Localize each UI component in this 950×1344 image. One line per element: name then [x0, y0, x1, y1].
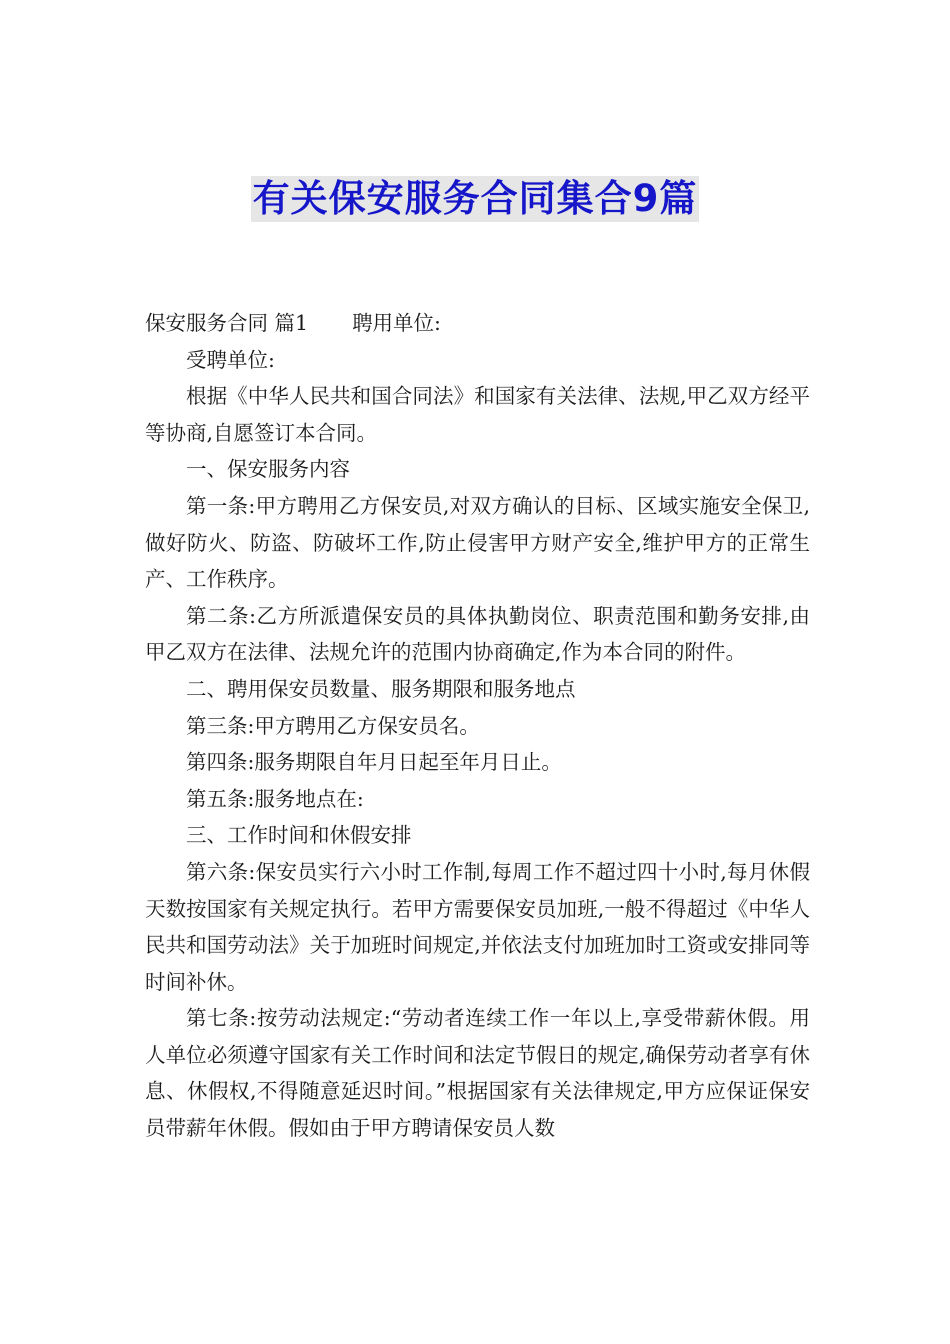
employer-label: 聘用单位: — [352, 311, 441, 335]
paragraph: 第六条:保安员实行六小时工作制,每周工作不超过四十小时,每月休假天数按国家有关规定执行。若甲方需要保安员加班,一般不得超过《中华人民共和国劳动法》关于加班时间规定,并依法支付加班加时工资或安排同等时间补休。 — [145, 859, 810, 994]
paragraph: 根据《中华人民共和国合同法》和国家有关法律、法规,甲乙双方经平等协商,自愿签订本合同。 — [145, 384, 810, 445]
section-heading: 一、保安服务内容 — [186, 457, 350, 482]
heading-line — [145, 305, 810, 342]
section-heading: 三、工作时间和休假安排 — [186, 823, 412, 848]
paragraph: 第二条:乙方所派遣保安员的具体执勤岗位、职责范围和勤务安排,由甲乙双方在法律、法规允许的范围内协商确定,作为本合同的附件。 — [145, 603, 810, 665]
title-container — [0, 176, 950, 222]
paragraph: 第三条:甲方聘用乙方保安员名。 — [186, 713, 480, 738]
section-heading: 二、聘用保安员数量、服务期限和服务地点 — [186, 676, 576, 701]
paragraph: 受聘单位: — [186, 347, 275, 372]
document-body — [145, 305, 810, 1147]
paragraph: 第四条:服务期限自年月日起至年月日止。 — [186, 750, 562, 775]
paragraph: 第一条:甲方聘用乙方保安员,对双方确认的目标、区域实施安全保卫,做好防火、防盗、防破坏工作,防止侵害甲方财产安全,维护甲方的正常生产、工作秩序。 — [145, 493, 810, 592]
section-heading-label: 保安服务合同 篇1 — [145, 311, 309, 335]
document-title: 有关保安服务合同集合9篇 — [252, 177, 698, 220]
paragraph: 第五条:服务地点在: — [186, 786, 364, 811]
paragraph: 第七条:按劳动法规定:“劳动者连续工作一年以上,享受带薪休假。用人单位必须遵守国家有关工作时间和法定节假日的规定,确保劳动者享有休息、休假权,不得随意延迟时间。”根据国家有关法律规定,甲方应保证保安员带薪年休假。假如由于甲方聘请保安员人数 — [145, 1006, 810, 1141]
